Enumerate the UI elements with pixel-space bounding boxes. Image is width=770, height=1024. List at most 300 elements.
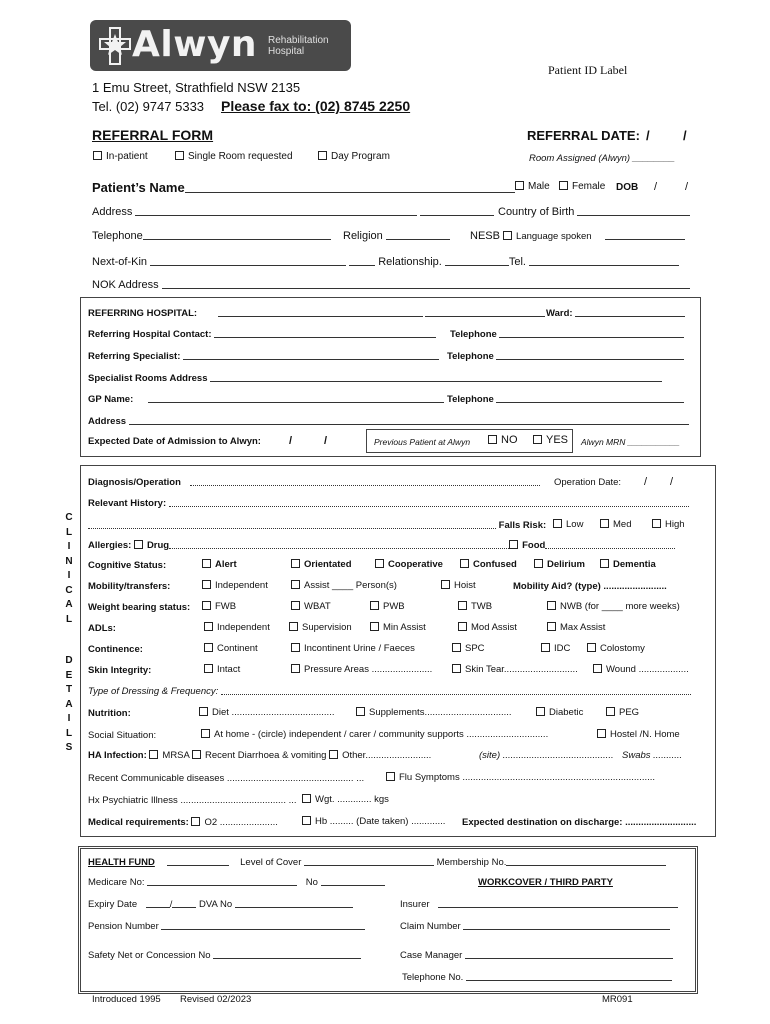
- patients-name-label: [92, 180, 515, 195]
- side-letter: I: [67, 713, 71, 724]
- allergies-row: [88, 540, 675, 551]
- day-program-label: Day Program: [331, 151, 390, 162]
- medicare-field[interactable]: [147, 877, 297, 886]
- confused-option[interactable]: [460, 559, 517, 570]
- specialist-rooms-row: [88, 373, 662, 384]
- history-line-2: [88, 520, 546, 531]
- relevant-history-field[interactable]: [169, 498, 689, 507]
- ha-infection-row: [88, 750, 431, 761]
- max-assist-option[interactable]: [547, 622, 605, 633]
- dva-label: DVA No: [199, 899, 233, 910]
- revised-date: Revised 02/2023: [180, 994, 252, 1005]
- pressure-label: Pressure Areas .......................: [304, 664, 433, 675]
- flu-option[interactable]: [386, 772, 655, 783]
- assist-checkbox[interactable]: [291, 580, 300, 589]
- idc-label: IDC: [554, 643, 571, 654]
- supervision-checkbox[interactable]: [289, 622, 298, 631]
- dressing-field[interactable]: [221, 686, 691, 695]
- fwb-option[interactable]: [202, 601, 236, 612]
- hb-label: Hb ......... (Date taken) .............: [315, 816, 446, 827]
- side-letter: L: [65, 613, 73, 625]
- female-option[interactable]: [559, 181, 605, 192]
- wgt-option[interactable]: [302, 794, 389, 805]
- patients-name-field[interactable]: [185, 184, 515, 193]
- gp-telephone-row: [447, 394, 684, 405]
- nok-tel-field[interactable]: [529, 257, 679, 266]
- expected-date-label: Expected Date of Admission to Alwyn:: [88, 436, 261, 447]
- continent-checkbox[interactable]: [204, 643, 213, 652]
- alert-option[interactable]: [202, 559, 237, 570]
- referring-specialist-row: [88, 351, 439, 362]
- mobility-independent-label: Independent: [215, 580, 268, 591]
- dementia-label: Dementia: [613, 559, 656, 570]
- specialist-rooms-field[interactable]: [210, 373, 662, 382]
- diabetic-checkbox[interactable]: [536, 707, 545, 716]
- case-manager-row: [400, 950, 673, 961]
- nok-field-2[interactable]: [349, 257, 375, 266]
- logo-wordmark: Alwyn: [132, 24, 258, 65]
- dva-field[interactable]: [235, 899, 353, 908]
- details-side-label: [63, 654, 75, 756]
- colostomy-option[interactable]: [587, 643, 645, 654]
- alwyn-mrn: Alwyn MRN ___________: [581, 437, 680, 447]
- health-fund-label: HEALTH FUND: [88, 857, 155, 868]
- expiry-row: Expiry Date / DVA No: [88, 899, 353, 910]
- drug-field[interactable]: [169, 540, 509, 549]
- hostel-option[interactable]: [597, 729, 680, 740]
- weight-bearing-label: Weight bearing status:: [88, 602, 191, 613]
- referring-hospital-field-2[interactable]: [425, 308, 545, 317]
- operation-date-row: [554, 477, 621, 488]
- assist-label: Assist ____ Person(s): [304, 580, 397, 591]
- twb-label: TWB: [471, 601, 493, 612]
- peg-label: PEG: [619, 707, 640, 718]
- nok-row: [92, 256, 679, 268]
- wbat-label: WBAT: [304, 601, 331, 612]
- funding-telephone-row: [402, 972, 672, 983]
- diagnosis-label: Diagnosis/Operation: [88, 477, 181, 488]
- expected-date-slash: /: [289, 435, 293, 447]
- mobility-label: Mobility/transfers:: [88, 581, 171, 592]
- food-label: Food: [522, 540, 546, 551]
- diet-option[interactable]: [199, 707, 334, 718]
- date-slash: /: [683, 128, 687, 143]
- continent-label: Continent: [217, 643, 258, 654]
- adl-independent-checkbox[interactable]: [204, 622, 213, 631]
- spc-label: SPC: [465, 643, 485, 654]
- delirium-checkbox[interactable]: [534, 559, 543, 568]
- skin-tear-label: Skin Tear............................: [465, 664, 578, 675]
- mod-assist-checkbox[interactable]: [458, 622, 467, 631]
- claim-label: Claim Number: [400, 921, 461, 932]
- expected-destination: Expected destination on discharge: ...........................: [462, 817, 697, 828]
- room-assigned: Room Assigned (Alwyn) ________: [529, 153, 675, 164]
- gp-name-row: [88, 394, 444, 405]
- other-checkbox[interactable]: [329, 750, 338, 759]
- at-home-option[interactable]: [201, 729, 548, 740]
- insurer-field[interactable]: [438, 899, 678, 908]
- delirium-option[interactable]: [534, 559, 585, 570]
- falls-high-checkbox[interactable]: [652, 519, 661, 528]
- hx-psych: Hx Psychiatric Illness ........................................ ...: [88, 795, 297, 806]
- specialist-telephone-label: Telephone: [447, 351, 494, 362]
- relevant-history-row: [88, 498, 689, 509]
- female-checkbox[interactable]: [559, 181, 568, 190]
- spc-option[interactable]: [452, 643, 485, 654]
- orientated-option[interactable]: [291, 559, 352, 570]
- contact-telephone-field[interactable]: [499, 329, 684, 338]
- telephone-row: [92, 230, 331, 242]
- drug-label: Drug: [146, 540, 170, 551]
- spc-checkbox[interactable]: [452, 643, 461, 652]
- language-label: Language spoken: [516, 231, 592, 242]
- case-manager-field[interactable]: [465, 950, 673, 959]
- medical-req-label: Medical requirements:: [88, 817, 189, 828]
- cooperative-checkbox[interactable]: [375, 559, 384, 568]
- wbat-checkbox[interactable]: [291, 601, 300, 610]
- operation-date-slash: /: [670, 476, 674, 488]
- telephone-label: Telephone: [92, 230, 143, 242]
- at-home-checkbox[interactable]: [201, 729, 210, 738]
- inpatient-checkbox[interactable]: [93, 151, 102, 160]
- previous-patient-label: Previous Patient at Alwyn: [374, 437, 471, 447]
- expected-date-row: [88, 436, 261, 447]
- continent-option[interactable]: [204, 643, 258, 654]
- colostomy-label: Colostomy: [600, 643, 645, 654]
- country-field[interactable]: [577, 207, 690, 216]
- food-checkbox[interactable]: [509, 540, 518, 549]
- falls-high-option[interactable]: [652, 519, 685, 530]
- funding-telephone-field[interactable]: [466, 972, 672, 981]
- max-assist-checkbox[interactable]: [547, 622, 556, 631]
- medicare-row: [88, 877, 385, 888]
- specialist-rooms-label: Specialist Rooms Address: [88, 373, 208, 384]
- wound-label: Wound ...................: [606, 664, 689, 675]
- colostomy-checkbox[interactable]: [587, 643, 596, 652]
- wound-checkbox[interactable]: [593, 664, 602, 673]
- mrsa-checkbox[interactable]: [149, 750, 158, 759]
- dressing-label: Type of Dressing & Frequency:: [88, 686, 219, 697]
- cognitive-label: Cognitive Status:: [88, 560, 167, 571]
- ward-label: Ward:: [546, 308, 573, 319]
- supplements-option[interactable]: [356, 707, 512, 718]
- inpatient-label: In-patient: [106, 151, 148, 162]
- specialist-telephone-field[interactable]: [496, 351, 684, 360]
- date-slash: /: [646, 128, 650, 143]
- expiry-month-field[interactable]: [146, 899, 170, 908]
- diabetic-option[interactable]: [536, 707, 583, 718]
- religion-field[interactable]: [386, 231, 450, 240]
- falls-low-option[interactable]: [553, 519, 583, 530]
- cooperative-label: Cooperative: [388, 559, 443, 570]
- logo-sub-line1: Rehabilitation: [268, 35, 329, 46]
- max-assist-label: Max Assist: [560, 622, 606, 633]
- health-fund-field[interactable]: [167, 857, 229, 866]
- logo-sub-line2: Hospital: [268, 46, 305, 57]
- supervision-option[interactable]: [289, 622, 352, 633]
- previous-yes-label: YES: [546, 434, 569, 446]
- alwyn-logo: [90, 20, 351, 71]
- idc-checkbox[interactable]: [541, 643, 550, 652]
- patients-name-text: Patient’s Name: [92, 180, 185, 195]
- relationship-label: Relationship.: [378, 256, 442, 268]
- min-assist-option[interactable]: [370, 622, 426, 633]
- safety-net-field[interactable]: [213, 950, 361, 959]
- female-label: Female: [572, 181, 606, 192]
- mobility-independent-checkbox[interactable]: [202, 580, 211, 589]
- hoist-checkbox[interactable]: [441, 580, 450, 589]
- hospital-address: 1 Emu Street, Strathfield NSW 2135: [92, 80, 301, 95]
- referring-specialist-field[interactable]: [183, 351, 439, 360]
- side-letter: S: [65, 742, 73, 753]
- address-label: Address: [92, 206, 133, 218]
- mrsa-label: MRSA: [162, 750, 190, 761]
- supplements-checkbox[interactable]: [356, 707, 365, 716]
- pressure-option[interactable]: [291, 664, 432, 675]
- address-row: [92, 206, 494, 218]
- operation-date-slash: /: [644, 476, 648, 488]
- hospital-tel: Tel. (02) 9747 5333: [92, 99, 205, 114]
- incontinent-option[interactable]: [291, 643, 415, 654]
- medicare-label: Medicare No:: [88, 877, 145, 888]
- medicare-no-label: No: [305, 877, 318, 888]
- falls-med-checkbox[interactable]: [600, 519, 609, 528]
- previous-no-checkbox[interactable]: [488, 435, 497, 444]
- insurer-label: Insurer: [400, 899, 430, 910]
- ha-infection-label: HA Infection:: [88, 750, 147, 761]
- skin-tear-checkbox[interactable]: [452, 664, 461, 673]
- idc-option[interactable]: [541, 643, 570, 654]
- supplements-label: Supplements.................................: [369, 707, 512, 718]
- diagnosis-field[interactable]: [190, 477, 540, 486]
- other-label: Other.........................: [342, 750, 432, 761]
- dob-slash: /: [685, 181, 689, 193]
- delirium-label: Delirium: [547, 559, 586, 570]
- nesb-row: [470, 230, 685, 242]
- male-label: Male: [528, 181, 550, 192]
- pension-row: [88, 921, 365, 932]
- previous-yes-checkbox[interactable]: [533, 435, 542, 444]
- side-letter: A: [65, 599, 73, 610]
- ward-field[interactable]: [575, 308, 685, 317]
- dob-slash: /: [654, 181, 658, 193]
- medicare-no-field[interactable]: [321, 877, 385, 886]
- orientated-checkbox[interactable]: [291, 559, 300, 568]
- relationship-field[interactable]: [445, 257, 509, 266]
- diarrhoea-checkbox[interactable]: [192, 750, 201, 759]
- address-field-2[interactable]: [420, 207, 494, 216]
- social-label: Social Situation:: [88, 730, 157, 741]
- referring-contact-row: [88, 329, 436, 340]
- introduced-date: Introduced 1995: [92, 994, 161, 1005]
- min-assist-checkbox[interactable]: [370, 622, 379, 631]
- nesb-checkbox[interactable]: [503, 231, 512, 240]
- adl-independent-option[interactable]: [204, 622, 270, 633]
- male-checkbox[interactable]: [515, 181, 524, 190]
- hoist-option[interactable]: [441, 580, 476, 591]
- referring-specialist-label: Referring Specialist:: [88, 351, 181, 362]
- adl-independent-label: Independent: [217, 622, 270, 633]
- incontinent-checkbox[interactable]: [291, 643, 300, 652]
- peg-option[interactable]: [606, 707, 639, 718]
- allergies-label: Allergies:: [88, 540, 132, 551]
- gp-address-row: [88, 416, 689, 427]
- flu-label: Flu Symptoms .........................................................................: [399, 772, 656, 783]
- medical-req-row: [88, 817, 278, 828]
- intact-checkbox[interactable]: [204, 664, 213, 673]
- incontinent-label: Incontinent Urine / Faeces: [304, 643, 415, 654]
- patient-id-label: Patient ID Label: [548, 63, 628, 77]
- hoist-label: Hoist: [454, 580, 476, 591]
- workcover-heading: WORKCOVER / THIRD PARTY: [478, 877, 613, 888]
- twb-checkbox[interactable]: [458, 601, 467, 610]
- o2-label: O2 ......................: [204, 817, 278, 828]
- level-of-cover-field[interactable]: [304, 857, 434, 866]
- level-of-cover-label: Level of Cover: [240, 857, 302, 868]
- wbat-option[interactable]: [291, 601, 331, 612]
- alert-checkbox[interactable]: [202, 559, 211, 568]
- gp-address-field[interactable]: [129, 416, 689, 425]
- hostel-label: Hostel /N. Home: [610, 729, 680, 740]
- religion-row: [343, 230, 450, 242]
- skin-tear-option[interactable]: [452, 664, 578, 675]
- mobility-independent-option[interactable]: [202, 580, 268, 591]
- previous-no-label: NO: [501, 434, 518, 446]
- falls-low-label: Low: [566, 519, 584, 530]
- single-room-checkbox[interactable]: [175, 151, 184, 160]
- falls-med-option[interactable]: [600, 519, 631, 530]
- single-room-option[interactable]: [175, 151, 293, 162]
- peg-checkbox[interactable]: [606, 707, 615, 716]
- pension-field[interactable]: [161, 921, 365, 930]
- nok-field[interactable]: [150, 257, 346, 266]
- min-assist-label: Min Assist: [383, 622, 426, 633]
- swabs-label: Swabs ...........: [622, 750, 683, 761]
- nok-address-field[interactable]: [162, 280, 690, 289]
- referral-date-label: REFERRAL DATE:: [527, 128, 640, 143]
- diet-checkbox[interactable]: [199, 707, 208, 716]
- gp-name-field[interactable]: [148, 394, 444, 403]
- membership-label: Membership No.: [436, 857, 507, 868]
- single-room-label: Single Room requested: [188, 151, 293, 162]
- form-title: REFERRAL FORM: [92, 127, 214, 143]
- male-option[interactable]: [515, 181, 550, 192]
- intact-option[interactable]: [204, 664, 240, 675]
- mod-assist-label: Mod Assist: [471, 622, 517, 633]
- country-row: [498, 206, 690, 218]
- food-field[interactable]: [545, 540, 675, 549]
- cooperative-option[interactable]: [375, 559, 443, 570]
- confused-label: Confused: [473, 559, 517, 570]
- wgt-checkbox[interactable]: [302, 794, 311, 803]
- site-label: (site) ..........................................: [479, 750, 614, 761]
- nok-address-label: NOK Address: [92, 279, 159, 291]
- falls-med-label: Med: [613, 519, 632, 530]
- confused-checkbox[interactable]: [460, 559, 469, 568]
- pwb-option[interactable]: [370, 601, 405, 612]
- twb-option[interactable]: [458, 601, 492, 612]
- hb-option[interactable]: [302, 816, 445, 827]
- dressing-row: [88, 686, 691, 697]
- o2-checkbox[interactable]: [191, 817, 200, 826]
- gp-telephone-field[interactable]: [496, 394, 684, 403]
- flu-checkbox[interactable]: [386, 772, 395, 781]
- dementia-checkbox[interactable]: [600, 559, 609, 568]
- membership-field[interactable]: [506, 857, 666, 866]
- wgt-label: Wgt. ............. kgs: [315, 794, 389, 805]
- diabetic-label: Diabetic: [549, 707, 584, 718]
- pressure-checkbox[interactable]: [291, 664, 300, 673]
- expiry-year-field[interactable]: [172, 899, 196, 908]
- fwb-checkbox[interactable]: [202, 601, 211, 610]
- gp-name-label: GP Name:: [88, 394, 134, 405]
- previous-no-option[interactable]: [488, 434, 518, 446]
- referring-contact-field[interactable]: [214, 329, 436, 338]
- dementia-option[interactable]: [600, 559, 656, 570]
- wound-option[interactable]: [593, 664, 689, 675]
- star-cross-icon: [98, 26, 132, 66]
- specialist-telephone-row: [447, 351, 684, 362]
- supervision-label: Supervision: [302, 622, 352, 633]
- falls-low-checkbox[interactable]: [553, 519, 562, 528]
- referring-hospital-label: REFERRING HOSPITAL:: [88, 308, 198, 319]
- language-field[interactable]: [605, 231, 685, 240]
- hb-checkbox[interactable]: [302, 816, 311, 825]
- fax-number: Please fax to: (02) 8745 2250: [221, 98, 411, 114]
- operation-date-label: Operation Date:: [554, 477, 622, 488]
- inpatient-option[interactable]: [93, 151, 148, 162]
- side-letter: D: [65, 655, 73, 666]
- nok-address-row: [92, 279, 690, 291]
- side-letter: C: [65, 512, 73, 523]
- nwb-option[interactable]: [547, 601, 680, 612]
- telephone-field[interactable]: [143, 231, 331, 240]
- continence-label: Continence:: [88, 644, 143, 655]
- falls-risk-label: Falls Risk:: [498, 520, 547, 531]
- safety-net-label: Safety Net or Concession No: [88, 950, 211, 961]
- nok-label: Next-of-Kin: [92, 256, 148, 268]
- funding-telephone-label: Telephone No.: [402, 972, 464, 983]
- alert-label: Alert: [215, 559, 237, 570]
- orientated-label: Orientated: [304, 559, 352, 570]
- previous-yes-option[interactable]: [533, 434, 568, 446]
- insurer-row: [400, 899, 678, 910]
- side-letter: I: [67, 570, 71, 581]
- side-letter: I: [67, 541, 71, 552]
- side-letter: A: [65, 698, 73, 710]
- drug-checkbox[interactable]: [134, 540, 143, 549]
- safety-net-row: [88, 950, 361, 961]
- pwb-checkbox[interactable]: [370, 601, 379, 610]
- hostel-checkbox[interactable]: [597, 729, 606, 738]
- referring-hospital-field[interactable]: [218, 308, 423, 317]
- relevant-history-label: Relevant History:: [88, 498, 167, 509]
- mod-assist-option[interactable]: [458, 622, 517, 633]
- nesb-label: NESB: [470, 230, 500, 242]
- day-program-option[interactable]: [318, 151, 390, 162]
- adls-label: ADLs:: [88, 623, 116, 634]
- religion-label: Religion: [343, 230, 383, 242]
- day-program-checkbox[interactable]: [318, 151, 327, 160]
- claim-field[interactable]: [463, 921, 670, 930]
- nwb-checkbox[interactable]: [547, 601, 556, 610]
- address-field[interactable]: [135, 207, 417, 216]
- pension-label: Pension Number: [88, 921, 159, 932]
- assist-option[interactable]: [291, 580, 397, 591]
- relevant-history-field-2[interactable]: [88, 520, 496, 529]
- pwb-label: PWB: [383, 601, 405, 612]
- dob-label: DOB: [616, 182, 639, 193]
